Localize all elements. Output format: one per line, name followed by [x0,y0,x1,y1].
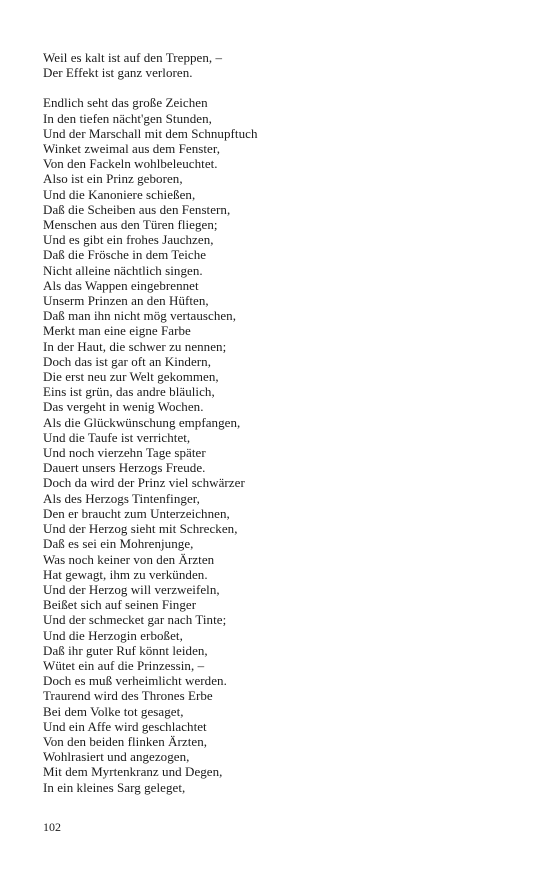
poem-line: Und die Kanoniere schießen, [43,186,196,202]
poem-line: Daß es sei ein Mohrenjunge, [43,536,194,552]
poem-line: Doch es muß verheimlicht werden. [43,673,227,689]
poem-line: Und der schmecket gar nach Tinte; [43,612,227,628]
poem-line: Von den Fackeln wohlbeleuchtet. [43,156,218,172]
poem-line: Und noch vierzehn Tage später [43,445,206,461]
stanza [43,50,513,80]
poem-line: Das vergeht in wenig Wochen. [43,399,204,415]
poem-line: Doch da wird der Prinz viel schwärzer [43,475,245,491]
poem-line: Mit dem Myrtenkranz und Degen, [43,764,223,780]
poem-line: Den er braucht zum Unterzeichnen, [43,505,230,521]
poem-line: Als die Glückwünschung empfangen, [43,414,241,430]
poem-line: Und der Herzog sieht mit Schrecken, [43,521,238,537]
poem-line: Weil es kalt ist auf den Treppen, – [43,50,223,65]
poem-line: Winket zweimal aus dem Fenster, [43,141,221,157]
poem-line: Und die Herzogin erboßet, [43,627,183,643]
poem-line: In der Haut, die schwer zu nennen; [43,338,227,354]
poem-line: Also ist ein Prinz geboren, [43,171,183,187]
poem-line: Bei dem Volke tot gesaget, [43,703,184,719]
poem-line: Menschen aus den Türen fliegen; [43,217,218,233]
poem-line: Endlich seht das große Zeichen [43,95,208,111]
poem-line: Daß die Scheiben aus den Fenstern, [43,201,231,217]
poem-line: Als des Herzogs Tintenfinger, [43,490,200,506]
poem-line: Merkt man eine eigne Farbe [43,323,191,339]
poem-line: Unserm Prinzen an den Hüften, [43,293,209,309]
page-number: 102 [43,820,61,834]
poem-line: Und der Herzog will verzweifeln, [43,581,220,597]
poem-line: Hat gewagt, ihm zu verkünden. [43,566,208,582]
poem-line: Dauert unsers Herzogs Freude. [43,460,206,476]
poem-line: Beißet sich auf seinen Finger [43,597,197,613]
poem-line: Und der Marschall mit dem Schnupftuch [43,125,258,141]
poem-line: Der Effekt ist ganz verloren. [43,65,193,81]
poem-text [43,50,513,795]
poem-line: Eins ist grün, das andre bläulich, [43,384,215,400]
poem-line: Und ein Affe wird geschlachtet [43,718,207,734]
poem-line: In ein kleines Sarg geleget, [43,779,186,795]
poem-line: Von den beiden flinken Ärzten, [43,733,208,749]
poem-line: Traurend wird des Thrones Erbe [43,688,213,704]
poem-line: Nicht alleine nächtlich singen. [43,262,203,278]
stanza [43,95,513,794]
poem-line: Die erst neu zur Welt gekommen, [43,369,219,385]
poem-line: Und die Taufe ist verrichtet, [43,429,191,445]
poem-line: Daß man ihn nicht mög vertauschen, [43,308,237,324]
poem-line: Wütet ein auf die Prinzessin, – [43,657,205,673]
poem-line: Und es gibt ein frohes Jauchzen, [43,232,214,248]
poem-line: Was noch keiner von den Ärzten [43,551,215,567]
poem-line: Daß ihr guter Ruf könnt leiden, [43,642,208,658]
poem-line: In den tiefen nächt'gen Stunden, [43,110,212,126]
poem-line: Wohlrasiert und angezogen, [43,749,190,765]
poem-line: Daß die Frösche in dem Teiche [43,247,207,263]
poem-line: Als das Wappen eingebrennet [43,277,199,293]
poem-line: Doch das ist gar oft an Kindern, [43,353,212,369]
